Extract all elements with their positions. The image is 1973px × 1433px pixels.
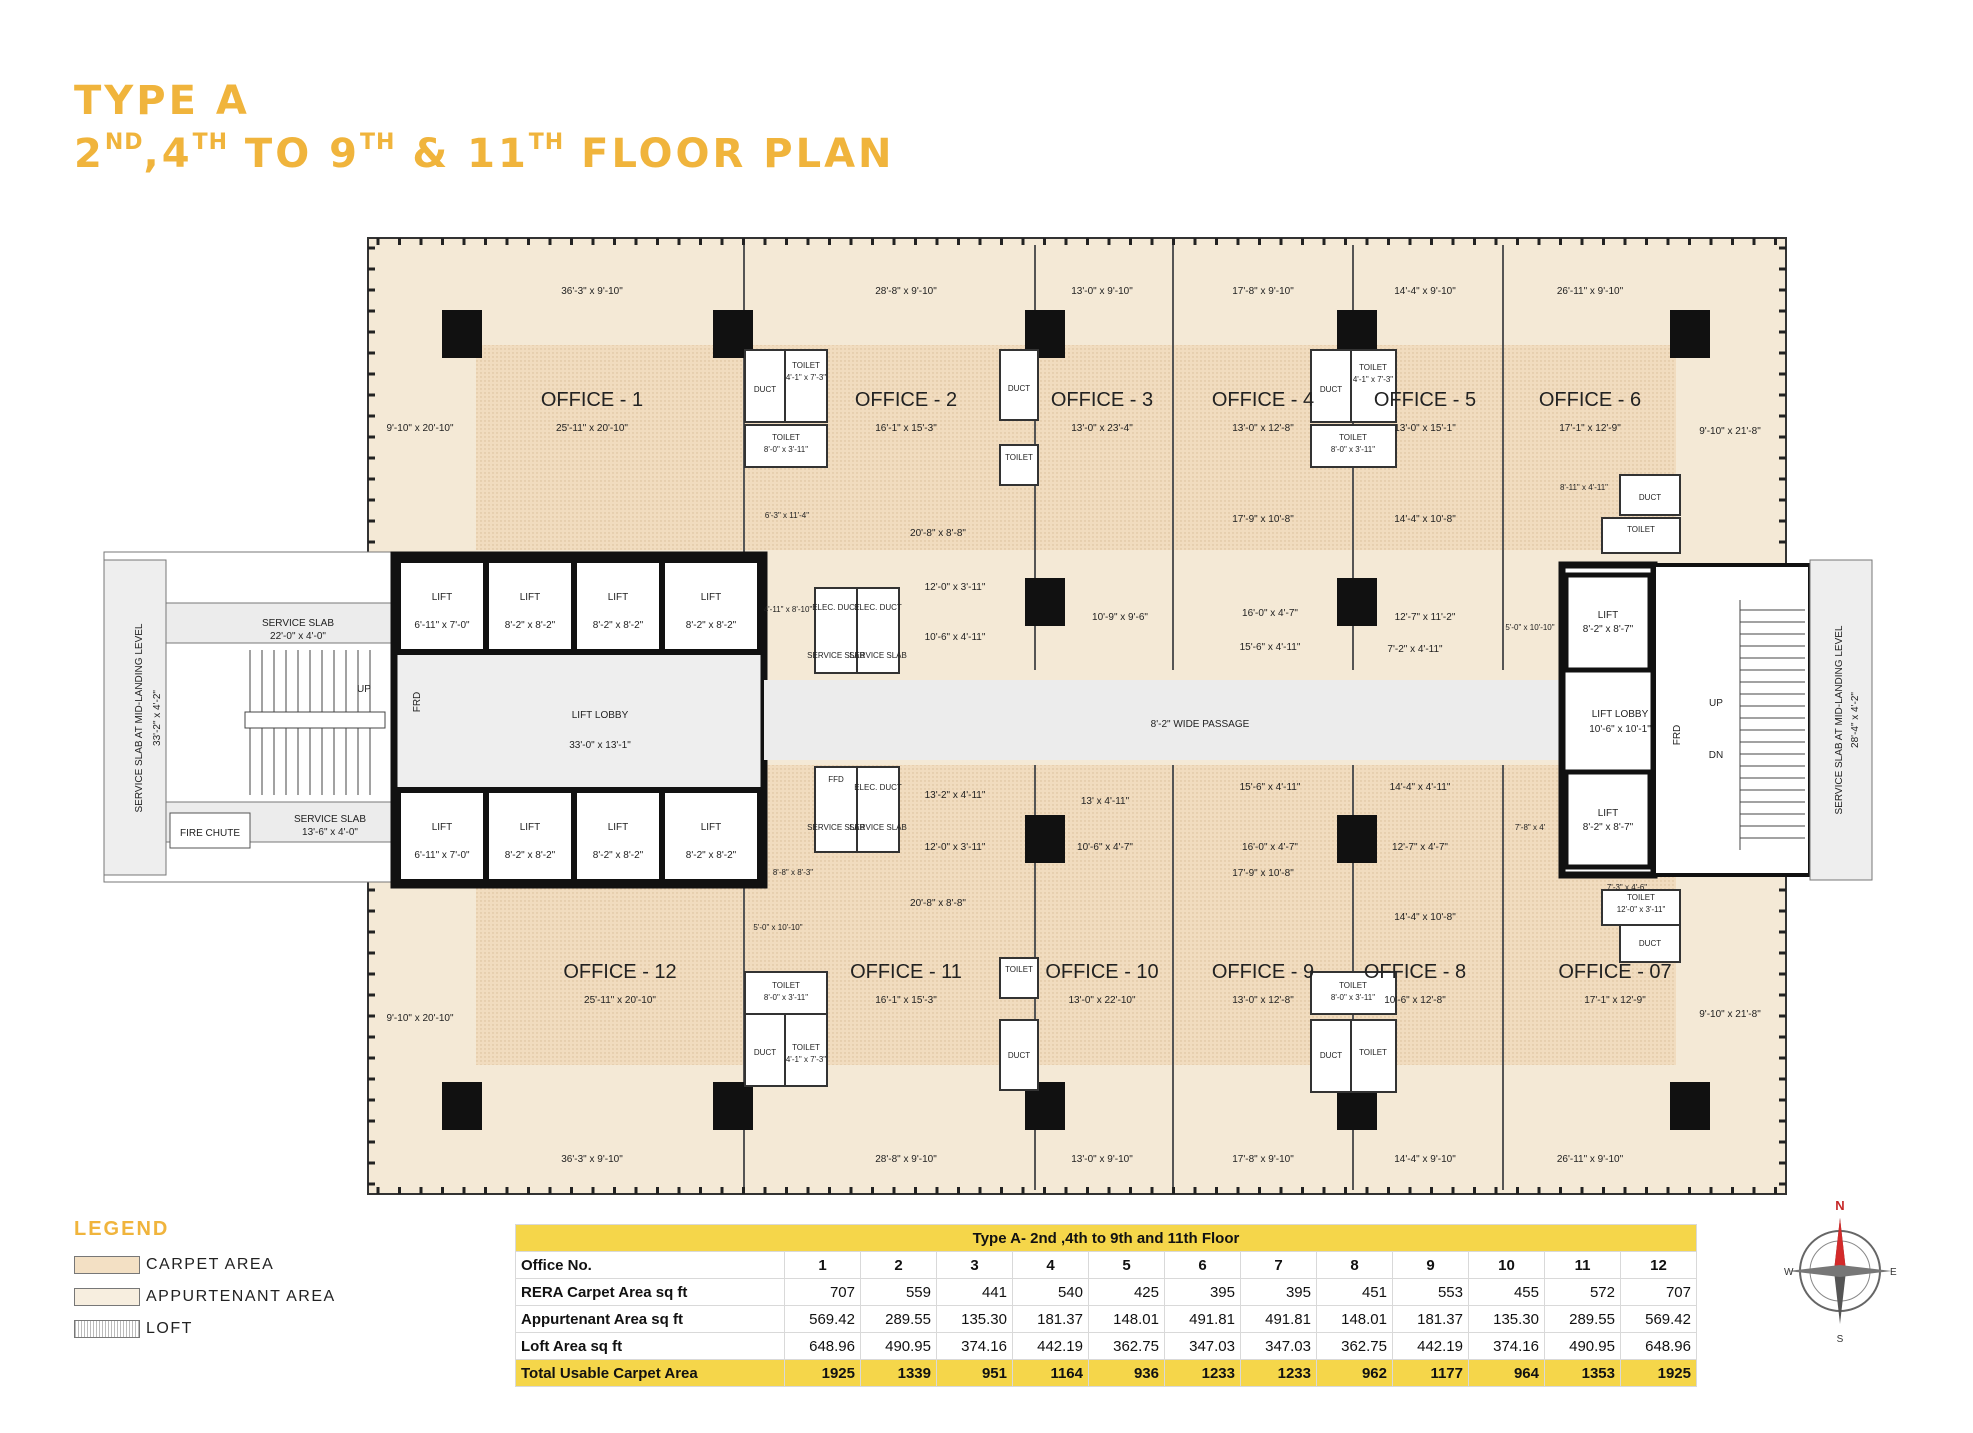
right-frd-label: FRD	[1672, 724, 1683, 746]
total-cell: 1233	[1241, 1360, 1317, 1387]
table-cell: 648.96	[785, 1333, 861, 1360]
duct-label: DUCT	[753, 385, 777, 394]
table-cell: 491.81	[1165, 1306, 1241, 1333]
lift-label: LIFT	[1597, 808, 1619, 819]
office-number: 11	[1545, 1252, 1621, 1279]
lift-size: 6'-11" x 7'-0"	[414, 850, 470, 861]
office-front-dim: 17'-8" x 9'-10"	[1232, 1154, 1294, 1165]
table-cell: 451	[1317, 1279, 1393, 1306]
area-dim: 20'-8" x 8'-8"	[910, 528, 966, 539]
office-12-side-dim: 9'-10" x 20'-10"	[386, 1013, 454, 1024]
passage-label: 8'-2" WIDE PASSAGE	[1150, 719, 1250, 730]
area-dim: 15'-6" x 4'-11"	[1239, 782, 1301, 793]
toilet-size: 4'-1" x 7'-3"	[1352, 375, 1394, 384]
lift-label: LIFT	[607, 822, 629, 833]
toilet-label: TOILET	[1627, 893, 1655, 902]
area-dim: 10'-6" x 4'-11"	[924, 632, 986, 643]
toilet-label: TOILET	[772, 433, 800, 442]
lift-size: 8'-2" x 8'-7"	[1582, 822, 1634, 833]
table-cell: 707	[785, 1279, 861, 1306]
left-service-slab-label: SERVICE SLAB AT MID-LANDING LEVEL	[134, 623, 145, 813]
row-label: Appurtenant Area sq ft	[516, 1306, 785, 1333]
area-dim: 12'-7" x 11'-2"	[1394, 612, 1456, 623]
loft-swatch	[74, 1320, 140, 1338]
appurtenant-swatch	[74, 1288, 140, 1306]
office-name: OFFICE - 07	[1558, 961, 1672, 983]
legend	[74, 1218, 336, 1345]
lift-size: 8'-2" x 8'-2"	[504, 620, 556, 631]
lift-size: 8'-2" x 8'-2"	[685, 850, 737, 861]
office-size: 25'-11" x 20'-10"	[584, 995, 656, 1006]
right-up-label: UP	[1709, 698, 1723, 709]
legend-item-loft	[74, 1313, 336, 1345]
right-service-slab-size: 28'-4" x 4'-2"	[1850, 692, 1861, 748]
legend-label: CARPET AREA	[146, 1256, 275, 1273]
title-sup: TH	[528, 130, 565, 155]
toilet-label: TOILET	[1359, 1048, 1387, 1057]
toilet-label: TOILET	[1339, 981, 1367, 990]
area-dim: 14'-4" x 10'-8"	[1394, 912, 1456, 923]
total-cell: 1233	[1165, 1360, 1241, 1387]
area-dim: 10'-6" x 4'-7"	[1077, 842, 1133, 853]
table-cell: 289.55	[861, 1306, 937, 1333]
table-cell: 559	[861, 1279, 937, 1306]
table-cell: 540	[1013, 1279, 1089, 1306]
total-cell: 1164	[1013, 1360, 1089, 1387]
office-name: OFFICE - 4	[1211, 389, 1315, 411]
table-cell: 395	[1241, 1279, 1317, 1306]
table-cell: 553	[1393, 1279, 1469, 1306]
lift-label: LIFT	[519, 592, 541, 603]
office-size: 16'-1" x 15'-3"	[875, 423, 937, 434]
table-cell: 395	[1165, 1279, 1241, 1306]
toilet-size: 8'-0" x 3'-11"	[763, 993, 809, 1002]
right-service-slab-label: SERVICE SLAB AT MID-LANDING LEVEL	[1834, 625, 1845, 815]
right-dn-label: DN	[1708, 750, 1724, 761]
area-dim: 12'-7" x 4'-7"	[1392, 842, 1448, 853]
total-cell: 951	[937, 1360, 1013, 1387]
elec-duct-label: ELEC. DUCT	[854, 603, 902, 612]
lift-size: 8'-2" x 8'-2"	[592, 620, 644, 631]
lift-label: LIFT	[1597, 610, 1619, 621]
row-label: Office No.	[516, 1252, 785, 1279]
office-number: 6	[1165, 1252, 1241, 1279]
elec-duct-label: ELEC. DUCT	[812, 603, 860, 612]
table-cell: 455	[1469, 1279, 1545, 1306]
office-size: 13'-0" x 12'-8"	[1232, 995, 1294, 1006]
office-6-side-dim: 9'-10" x 21'-8"	[1699, 426, 1761, 437]
loft-zone-top	[476, 345, 1676, 550]
table-row	[516, 1306, 1697, 1333]
area-dim: 16'-0" x 4'-7"	[1242, 842, 1298, 853]
total-cell: 1177	[1393, 1360, 1469, 1387]
toilet-size: 8'-0" x 3'-11"	[1330, 993, 1376, 1002]
office-size: 13'-0" x 22'-10"	[1068, 995, 1136, 1006]
toilet-size: 8'-0" x 3'-11"	[763, 445, 809, 454]
toilet-label: TOILET	[1339, 433, 1367, 442]
toilet-label: TOILET	[1627, 525, 1655, 534]
office-size: 17'-1" x 12'-9"	[1559, 423, 1621, 434]
area-dim: 14'-4" x 10'-8"	[1394, 514, 1456, 525]
total-cell: 964	[1469, 1360, 1545, 1387]
lift-label: LIFT	[431, 592, 453, 603]
lift-size: 8'-2" x 8'-2"	[504, 850, 556, 861]
office-size: 13'-0" x 23'-4"	[1071, 423, 1133, 434]
row-label: Total Usable Carpet Area	[516, 1360, 785, 1387]
toilet-label: TOILET	[1005, 965, 1033, 974]
title-part: TO 9	[227, 131, 360, 177]
lift-lobby-size: 33'-0" x 13'-1"	[569, 740, 631, 751]
office-name: OFFICE - 3	[1050, 389, 1154, 411]
area-dim: 12'-0" x 3'-11"	[924, 582, 986, 593]
title-part: ,4	[143, 131, 193, 177]
area-dim: 15'-6" x 4'-11"	[1239, 642, 1301, 653]
total-cell: 1925	[785, 1360, 861, 1387]
total-cell: 1339	[861, 1360, 937, 1387]
title-part: 2	[74, 131, 105, 177]
table-cell: 442.19	[1393, 1333, 1469, 1360]
compass-s: S	[1836, 1334, 1844, 1345]
fire-chute-label: FIRE CHUTE	[180, 828, 240, 839]
table-cell: 441	[937, 1279, 1013, 1306]
table-cell: 374.16	[937, 1333, 1013, 1360]
legend-title: LEGEND	[74, 1218, 170, 1240]
plan-type-title: TYPE A	[74, 78, 250, 124]
office-size: 10'-6" x 12'-8"	[1384, 995, 1446, 1006]
office-size: 13'-0" x 15'-1"	[1394, 423, 1456, 434]
table-row	[516, 1333, 1697, 1360]
table-cell: 181.37	[1393, 1306, 1469, 1333]
duct-label: DUCT	[1007, 384, 1031, 393]
title-part: & 11	[395, 131, 529, 177]
office-number: 12	[1621, 1252, 1697, 1279]
office-number: 8	[1317, 1252, 1393, 1279]
area-dim: 17'-9" x 10'-8"	[1232, 868, 1294, 879]
misc-dim: 7'-3" x 4'-6"	[1606, 883, 1648, 892]
row-label: RERA Carpet Area sq ft	[516, 1279, 785, 1306]
lift-label: LIFT	[700, 592, 722, 603]
right-lift-bottom	[1566, 772, 1650, 867]
office-1-side-dim: 9'-10" x 20'-10"	[386, 423, 454, 434]
area-dim: 10'-9" x 9'-6"	[1092, 612, 1148, 623]
area-dim: 13' x 4'-11"	[1080, 796, 1130, 807]
left-service-slab-size: 33'-2" x 4'-2"	[152, 690, 163, 746]
table-cell: 362.75	[1317, 1333, 1393, 1360]
service-slab-label: SERVICE SLAB	[807, 823, 865, 832]
area-dim: 13'-2" x 4'-11"	[924, 790, 986, 801]
lift-shafts-top	[398, 560, 760, 652]
misc-dim: 5'-0" x 10'-10"	[1505, 623, 1555, 632]
row-label: Loft Area sq ft	[516, 1333, 785, 1360]
lift-lobby-label: LIFT LOBBY	[571, 710, 629, 721]
misc-dim: 4'-11" x 8'-10"	[763, 605, 813, 614]
title-sup: TH	[359, 130, 396, 155]
toilet-size: 4'-1" x 7'-3"	[785, 373, 827, 382]
area-dim: 16'-0" x 4'-7"	[1242, 608, 1298, 619]
duct-label: DUCT	[1319, 1051, 1343, 1060]
area-dim: 20'-8" x 8'-8"	[910, 898, 966, 909]
lift-shafts-bottom	[398, 790, 760, 882]
toilet-label: TOILET	[792, 361, 820, 370]
duct-label: DUCT	[753, 1048, 777, 1057]
right-stair-block	[1654, 565, 1810, 875]
table-cell: 135.30	[937, 1306, 1013, 1333]
area-dim: 12'-0" x 3'-11"	[924, 842, 986, 853]
compass-w: W	[1784, 1267, 1794, 1278]
legend-label: LOFT	[146, 1320, 193, 1337]
lift-size: 8'-2" x 8'-7"	[1582, 624, 1634, 635]
lift-size: 6'-11" x 7'-0"	[414, 620, 470, 631]
total-cell: 1925	[1621, 1360, 1697, 1387]
service-slab-label: SERVICE SLAB	[849, 651, 907, 660]
office-front-dim: 26'-11" x 9'-10"	[1556, 1154, 1624, 1165]
office-front-dim: 28'-8" x 9'-10"	[875, 286, 937, 297]
office-name: OFFICE - 10	[1045, 961, 1159, 983]
office-size: 16'-1" x 15'-3"	[875, 995, 937, 1006]
duct-label: DUCT	[1007, 1051, 1031, 1060]
table-cell: 374.16	[1469, 1333, 1545, 1360]
toilet-label: TOILET	[792, 1043, 820, 1052]
compass-e: E	[1890, 1267, 1897, 1278]
toilet-size: 12'-0" x 3'-11"	[1616, 905, 1666, 914]
office-front-dim: 14'-4" x 9'-10"	[1394, 1154, 1456, 1165]
table-cell: 148.01	[1317, 1306, 1393, 1333]
misc-dim: 6'-3" x 11'-4"	[764, 511, 810, 520]
table-cell: 148.01	[1089, 1306, 1165, 1333]
lift-size: 8'-2" x 8'-2"	[592, 850, 644, 861]
office-name: OFFICE - 6	[1538, 389, 1642, 411]
total-cell: 936	[1089, 1360, 1165, 1387]
lift-size: 8'-2" x 8'-2"	[685, 620, 737, 631]
table-cell: 442.19	[1013, 1333, 1089, 1360]
title-part: FLOOR PLAN	[564, 131, 895, 177]
table-cell: 491.81	[1241, 1306, 1317, 1333]
office-front-dim: 28'-8" x 9'-10"	[875, 1154, 937, 1165]
table-cell: 569.42	[785, 1306, 861, 1333]
office-name: OFFICE - 12	[563, 961, 677, 983]
service-slab-bottom-size: 13'-6" x 4'-0"	[302, 827, 358, 838]
lift-label: LIFT	[700, 822, 722, 833]
misc-dim: 7'-8" x 4'	[1514, 823, 1546, 832]
office-size: 17'-1" x 12'-9"	[1584, 995, 1646, 1006]
legend-item-carpet	[74, 1249, 336, 1281]
title-sup: ND	[104, 130, 144, 155]
ffd-label: FFD	[828, 775, 844, 784]
misc-dim: 8'-8" x 8'-3"	[772, 868, 814, 877]
office-size: 13'-0" x 12'-8"	[1232, 423, 1294, 434]
duct-label: DUCT	[1319, 385, 1343, 394]
office-front-dim: 14'-4" x 9'-10"	[1394, 286, 1456, 297]
compass-n: N	[1835, 1198, 1845, 1213]
right-lift-lobby-size: 10'-6" x 10'-1"	[1589, 724, 1651, 735]
lift-label: LIFT	[519, 822, 541, 833]
legend-label: APPURTENANT AREA	[146, 1288, 336, 1305]
office-07-side-dim: 9'-10" x 21'-8"	[1699, 1009, 1761, 1020]
office-number: 5	[1089, 1252, 1165, 1279]
office-size: 25'-11" x 20'-10"	[556, 423, 628, 434]
total-cell: 962	[1317, 1360, 1393, 1387]
toilet-label: TOILET	[772, 981, 800, 990]
office-front-dim: 36'-3" x 9'-10"	[561, 1154, 623, 1165]
table-cell: 289.55	[1545, 1306, 1621, 1333]
service-slab-bottom-label: SERVICE SLAB	[293, 814, 367, 825]
table-cell: 347.03	[1241, 1333, 1317, 1360]
elec-duct-label: ELEC. DUCT	[854, 783, 902, 792]
up-label: UP	[357, 684, 371, 695]
compass-rose-icon	[1780, 1196, 1900, 1346]
table-cell: 425	[1089, 1279, 1165, 1306]
misc-dim: 5'-0" x 10'-10"	[753, 923, 803, 932]
office-front-dim: 13'-0" x 9'-10"	[1071, 286, 1133, 297]
toilet-label: TOILET	[1005, 453, 1033, 462]
duct-label: DUCT	[1638, 493, 1662, 502]
table-row	[516, 1279, 1697, 1306]
office-number: 4	[1013, 1252, 1089, 1279]
table-cell: 490.95	[1545, 1333, 1621, 1360]
right-lift-lobby-label: LIFT LOBBY	[1591, 709, 1649, 720]
office-front-dim: 13'-0" x 9'-10"	[1071, 1154, 1133, 1165]
office-name: OFFICE - 1	[540, 389, 644, 411]
frd-label: FRD	[412, 691, 423, 713]
area-dim: 7'-2" x 4'-11"	[1387, 644, 1443, 655]
lift-label: LIFT	[431, 822, 453, 833]
service-slab-label: SERVICE SLAB	[807, 651, 865, 660]
lift-label: LIFT	[607, 592, 629, 603]
table-total-row	[516, 1360, 1697, 1387]
table-cell: 572	[1545, 1279, 1621, 1306]
table-cell: 490.95	[861, 1333, 937, 1360]
office-number: 1	[785, 1252, 861, 1279]
toilet-size: 4'-1" x 7'-3"	[785, 1055, 827, 1064]
service-slab-top-size: 22'-0" x 4'-0"	[270, 631, 326, 642]
office-front-dim: 36'-3" x 9'-10"	[561, 286, 623, 297]
toilet-label: TOILET	[1359, 363, 1387, 372]
office-front-dim: 17'-8" x 9'-10"	[1232, 286, 1294, 297]
table-cell: 707	[1621, 1279, 1697, 1306]
duct-label: DUCT	[1638, 939, 1662, 948]
office-number: 9	[1393, 1252, 1469, 1279]
office-number: 10	[1469, 1252, 1545, 1279]
misc-dim: 8'-11" x 4'-11"	[1559, 483, 1609, 492]
area-table	[515, 1224, 1697, 1387]
table-cell: 181.37	[1013, 1306, 1089, 1333]
service-slab-top-label: SERVICE SLAB	[261, 618, 335, 629]
office-name: OFFICE - 5	[1373, 389, 1477, 411]
office-name: OFFICE - 9	[1211, 961, 1315, 983]
area-table-caption: Type A- 2nd ,4th to 9th and 11th Floor	[516, 1225, 1697, 1252]
service-slab-label: SERVICE SLAB	[849, 823, 907, 832]
area-dim: 14'-4" x 4'-11"	[1389, 782, 1451, 793]
title-sup: TH	[192, 130, 228, 155]
right-lift-top	[1566, 575, 1650, 670]
table-cell: 569.42	[1621, 1306, 1697, 1333]
office-number: 3	[937, 1252, 1013, 1279]
legend-item-appurtenant	[74, 1281, 336, 1313]
office-number: 7	[1241, 1252, 1317, 1279]
table-cell: 135.30	[1469, 1306, 1545, 1333]
office-name: OFFICE - 2	[854, 389, 958, 411]
table-cell: 362.75	[1089, 1333, 1165, 1360]
toilet-size: 8'-0" x 3'-11"	[1330, 445, 1376, 454]
table-cell: 648.96	[1621, 1333, 1697, 1360]
area-dim: 17'-9" x 10'-8"	[1232, 514, 1294, 525]
office-name: OFFICE - 8	[1363, 961, 1467, 983]
office-number: 2	[861, 1252, 937, 1279]
table-header-row	[516, 1252, 1697, 1279]
total-cell: 1353	[1545, 1360, 1621, 1387]
carpet-swatch	[74, 1256, 140, 1274]
office-front-dim: 26'-11" x 9'-10"	[1556, 286, 1624, 297]
office-name: OFFICE - 11	[850, 961, 962, 983]
table-cell: 347.03	[1165, 1333, 1241, 1360]
